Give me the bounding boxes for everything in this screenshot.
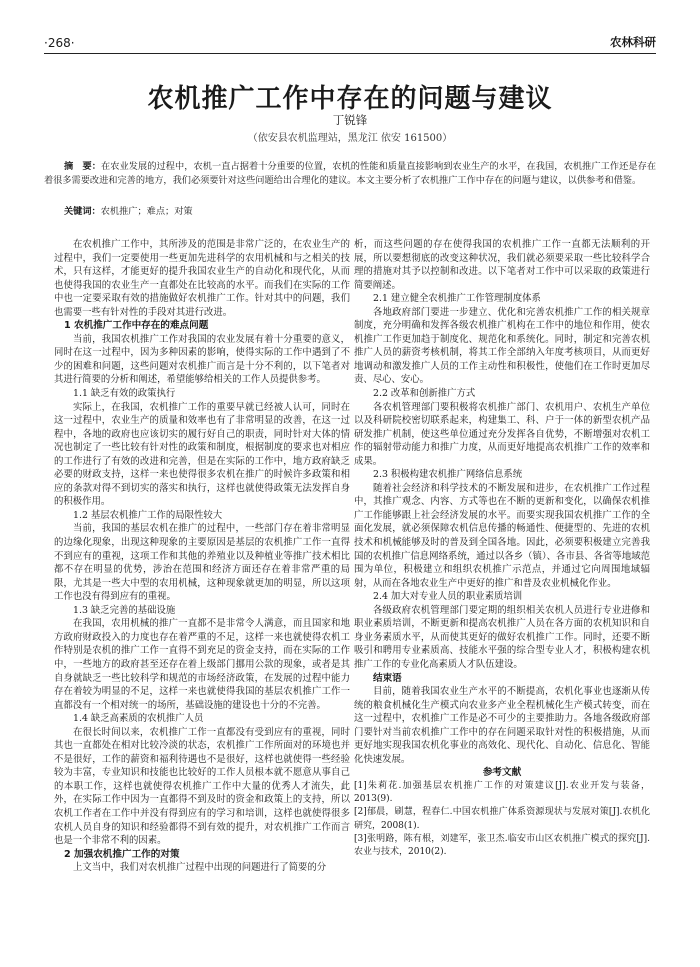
page-number: ·268· bbox=[44, 36, 75, 50]
subsection-heading: 1.3 缺乏完善的基础设施 bbox=[73, 604, 176, 616]
body-paragraph: 当前，我国的基层农机在推广的过程中，一些部门存在着非常明显的边缘化现象，出现这种现象的主要原因是基层的农机推广工作一直得不到应有的重视，这项工作和其他的养殖业以及种植业等推广技术相比都不存在明显的优势，涉治在范围和经济方面还存在着非常严重的局限，尤其是一些大中型的农用机械，这种现象就更加的明显，所以这项工作也没有得到应有的重视。 bbox=[54, 523, 350, 603]
reference-item: [3]张明路，陈有根，刘建军，张卫杰.临安市山区农机推广模式的探究[J].农业与技术，2010(2). bbox=[354, 834, 650, 858]
section-heading: 1 农机推广工作中存在的难点问题 bbox=[64, 320, 209, 332]
left-column bbox=[54, 238, 350, 875]
body-paragraph: 目前，随着我国农业生产水平的不断提高，农机化事业也逐渐从传统的粮食机械化生产模式向农业多产业全程机械化生产模式转变，而在这一过程中，农机推广工作是必不可少的主要推助力。各地各级政府部门要针对当前农机推广工作中的存在问题采取针对性的积极措施，从而更好地实现我国农机化事业的高效化、现代化、自动化、信息化、智能化快速发展。 bbox=[354, 686, 650, 765]
body-paragraph: 各农机管理部门要积极将农机推广部门、农机用户、农机生产单位以及科研院校密切联系起来，构建集工、科、户于一体的新型农机产品研发推广机制，使这些单位通过充分发挥各自优势，不断增强对农机工作的辐射带动能力和推广力度，从而更好地提高农机推广工作的效率和成果。 bbox=[354, 401, 650, 467]
body-paragraph: 在很长时间以来，农机推广工作一直都没有受到应有的重视，同时其也一直都处在相对比较冷淡的状态，农机推广工作所面对的环境也并不是很好，工作的薪资和福利待遇也不是很好，这样也就使得一些经验较为丰富，专业知识和技能也比较好的工作人员根本就不愿意从事自己的本职工作，这样也就使得农机推广工作中大量的优秀人才流失，此外，在实际工作中因为一直都得不到及时的资金和政策上的支持，所以农机工作者在工作中并没有得到应有的学习和培训，这样也就使得很多农机人员自身的知识和经验都得不到有效的提升，对农机推广工作而言也是一个非常不利的因素。 bbox=[54, 726, 350, 847]
body-paragraph: 实际上，在我国，农机推广工作的重要早就已经被人认可，同时在这一过程中，农业生产的质量和效率也有了非常明显的改善，在这一过程中，各地的政府也应该切实的履行好自己的职责，同时针对大体的情况也制定了一些比较有针对性的政策和制度，根据制度的要求也对相应的工作进行了有效的改进和完善，但是在实际的工作中，地方政府缺乏必要的财政支持，这样一来也使得很多农机在推广的时候许多政策和相应的条款对得不到切实的落实和执行，这样也就使得政策无法发挥自身的积极作用。 bbox=[54, 401, 350, 508]
body-paragraph: 随着社会经济和科学技术的不断发展和进步，在农机推广工作过程中，其推广观念、内容、方式等也在不断的更新和变化，以确保农机推广工作能够跟上社会经济发展的水平。而要实现我国农机推广工作的全面化发展，就必须保障农机信息传播的畅通性、便捷型的、先进的农机技术和机械能够及时的普及到全国各地。因此，必须要积极建立完善我国的农机推广信息网络系统，通过以各乡（镇）、各市县、各省等地域范围为单位，积极建立和组织农机推广示范点，并通过它向周围地域辐射，从而在各地农业生产中更好的推广和普及农业机械化作业。 bbox=[354, 482, 650, 589]
abstract-label: 摘 要： bbox=[64, 161, 102, 172]
author-affiliation: （依安县农机监理站，黑龙江 依安 161500） bbox=[247, 133, 453, 144]
abstract bbox=[44, 160, 656, 187]
subsection-heading: 1.1 缺乏有效的政策执行 bbox=[73, 388, 176, 400]
subsection-heading: 1.4 缺乏高素质的农机推广人员 bbox=[73, 713, 204, 725]
author-name: 丁锐锋 bbox=[332, 113, 368, 127]
journal-name: 农林科研 bbox=[610, 35, 656, 49]
body-paragraph: 析，而这些问题的存在使得我国的农机推广工作一直都无法顺利的开展，所以要想彻底的改变这种状况，我们就必须要采取一些比较科学合理的措施对其予以控制和改进。以下笔者对工作中可以采取的政策进行简要阐述。 bbox=[354, 239, 650, 291]
keywords bbox=[64, 203, 656, 217]
article-title: 农机推广工作中存在的问题与建议 bbox=[147, 84, 553, 114]
reference-item: [1]朱莉花.加强基层农机推广工作的对策建议[J].农业开发与装备，2013(9). bbox=[354, 780, 650, 805]
references-heading: 参考文献 bbox=[482, 767, 522, 779]
right-column bbox=[354, 238, 650, 860]
reference-item: [2]郁晨，刷慧，程春仁.中国农机推广体系资源现状与发展对策[J].农机化研究，2008(1). bbox=[354, 807, 650, 831]
body-paragraph: 在我国，农用机械的推广一直都不是非常令人满意，而且国家和地方政府财政投入的力度也存在着严重的不足，这样一来也就使得农机工作特别是农机的推广工作一直得不到充足的资金支持，而在实际的工作中，一些地方的政府甚至还存在着上级部门挪用公款的现象，或者是其自身就缺乏一些比较科学和规范的市场经济政策，在发展的过程中能力存在着较为明显的不足，这样一来也就使得我国的基层农机推广工作一直都没有一个相对统一的场所，基础设施的建设也十分的不完善。 bbox=[54, 618, 350, 711]
section-heading: 2 加强农机推广工作的对策 bbox=[64, 848, 180, 860]
subsection-heading: 2.4 加大对专业人员的职业素质培训 bbox=[373, 591, 523, 603]
subsection-heading: 2.3 积极构建农机推广网络信息系统 bbox=[373, 469, 523, 481]
conclusion-heading: 结束语 bbox=[373, 672, 402, 684]
subsection-heading: 2.1 建立健全农机推广工作管理制度体系 bbox=[373, 293, 541, 305]
subsection-heading: 1.2 基层农机推广工作的局限性较大 bbox=[73, 509, 223, 521]
keywords-label: 关键词： bbox=[64, 206, 101, 217]
subsection-heading: 2.2 改革和创新推广方式 bbox=[373, 388, 476, 400]
body-paragraph: 在农机推广工作中，其所涉及的范围是非常广泛的，在农业生产的过程中，我们一定要使用一些更加先进科学的农用机械和与之相关的技术，只有这样，才能更好的提升我国农业生产的自动化和现代化，从而也使得我国的农业生产一直都处在比较高的水平。而我们在实际的工作中也一定要采取有效的措施做好农机推广工作。针对其中的问题，我们也需要一些有针对性的手段对其进行改进。 bbox=[54, 239, 350, 318]
body-paragraph: 当前，我国农机推广工作对我国的农业发展有着十分重要的意义，同时在这一过程中，因为多种因素的影响，使得实际的工作中遇到了不少的困难和问题，这些问题对农机推广而言是十分不利的，以下笔者对其进行简要的分析和阐述，希望能够给相关的工作人员提供参考。 bbox=[54, 333, 350, 386]
running-header bbox=[44, 30, 656, 54]
body-paragraph: 各地政府部门要进一步建立、优化和完善农机推广工作的相关规章制度，充分明确和发挥各级农机推广机构在工作中的地位和作用，使农机推广工作更加趋于制度化、规范化和系统化。同时，制定和完善农机推广人员的薪资考核机制，将其工作全部纳入年度考核项目，从而更好地调动和激发推广人员的工作主动性和积极性，使他们在工作时更加尽责、尽心、安心。 bbox=[354, 306, 650, 386]
keywords-text: 农机推广；难点；对策 bbox=[100, 206, 193, 217]
body-paragraph: 上文当中，我们对农机推广过程中出现的问题进行了简要的分 bbox=[73, 862, 327, 874]
abstract-text: 在农业发展的过程中，农机一直占据着十分重要的位置，农机的性能和质量直接影响到农业生产的水平，在我国，农机推广工作还是存在着很多需要改进和完善的地方，我们必须要针对这些问题给出合理化的建议。本文主要分析了农机推广工作中存在的问题与建议，以供参考和借鉴。 bbox=[44, 161, 657, 186]
body-paragraph: 各级政府农机管理部门要定期的组织相关农机人员进行专业进修和职业素质培训，不断更新和提高农机推广人员在各方面的农机知识和自身业务素质水平，从而使其更好的做好农机推广工作。同时，还要不断吸引和聘用专业素质高、技能水平强的综合型专业人才，积极构建农机推广工作的专业化高素质人才队伍建设。 bbox=[354, 604, 650, 670]
